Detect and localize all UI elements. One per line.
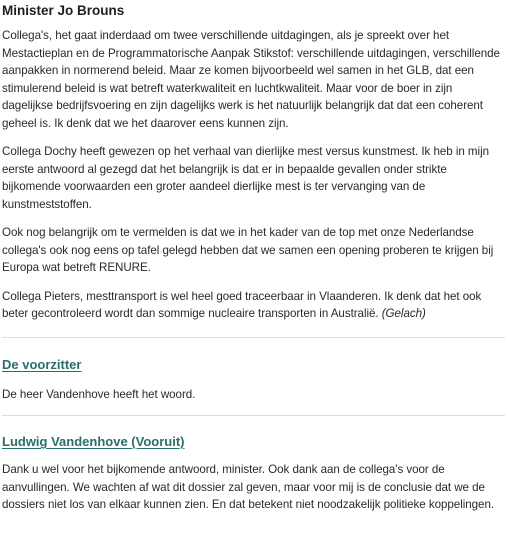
speech-paragraph — [2, 288, 505, 323]
stage-note: (Gelach) — [381, 307, 426, 320]
speech-vandenhove — [2, 416, 505, 514]
speech-paragraph: De heer Vandenhove heeft het woord. — [2, 387, 196, 401]
speaker-link-voorzitter[interactable]: De voorzitter — [2, 356, 82, 372]
speech-paragraph: Collega's, het gaat inderdaad om twee verschillende uitdagingen, als je spreekt over het Mestactieplan en de Programmatorische Aanpak Stikstof: verschillende uitdagingen, verschillende aanpakken in normerend beleid. Maar ze komen bijvoorbeeld wel samen in het GLB, dat een stimulerend beleid is wat betreft waterkwaliteit en luchtkwaliteit. Maar voor de boer in zijn dagelijkse bedrijfsvoering en zijn dagelijks werk is het natuurlijk belangrijk dat dat een coherent geheel is. Ik denk dat we het daarover eens kunnen zijn. — [2, 29, 500, 130]
speaker-link-vandenhove[interactable]: Ludwig Vandenhove (Vooruit) — [2, 434, 185, 449]
speech-paragraph: Dank u wel voor het bijkomende antwoord, minister. Ook dank aan de collega's voor de aanvullingen. We wachten af wat dit dossier zal geven, maar voor mij is de conclusie dat we de dossiers niet los van elkaar kunnen zien. En dat betekent niet noodzakelijk politieke koppelingen. — [2, 463, 495, 511]
speech-paragraph-text: Collega Pieters, mesttransport is wel heel goed traceerbaar in Vlaanderen. Ik denk dat het ook beter gecontroleerd wordt dan sommige nucleaire transporten in Australië. — [2, 289, 482, 320]
speech-paragraph: Collega Dochy heeft gewezen op het verhaal van dierlijke mest versus kunstmest. Ik heb in mijn eerste antwoord al gezegd dat het belangrijk is dat er in bepaalde gevallen onder strikte bijkomende voorwaarden een groter aandeel dierlijke mest is ter vervanging van de kunstmeststoffen. — [2, 145, 489, 211]
speech-paragraph: Ook nog belangrijk om te vermelden is dat we in het kader van de top met onze Nederlandse collega's ook nog eens op tafel gelegd hebben dat we samen een opening proberen te krijgen bij Europa wat betreft RENURE. — [2, 226, 494, 274]
speech-chair — [2, 338, 505, 404]
transcript — [0, 2, 507, 514]
speech-minister — [2, 2, 505, 323]
speaker-name: Minister Jo Brouns — [2, 3, 125, 18]
